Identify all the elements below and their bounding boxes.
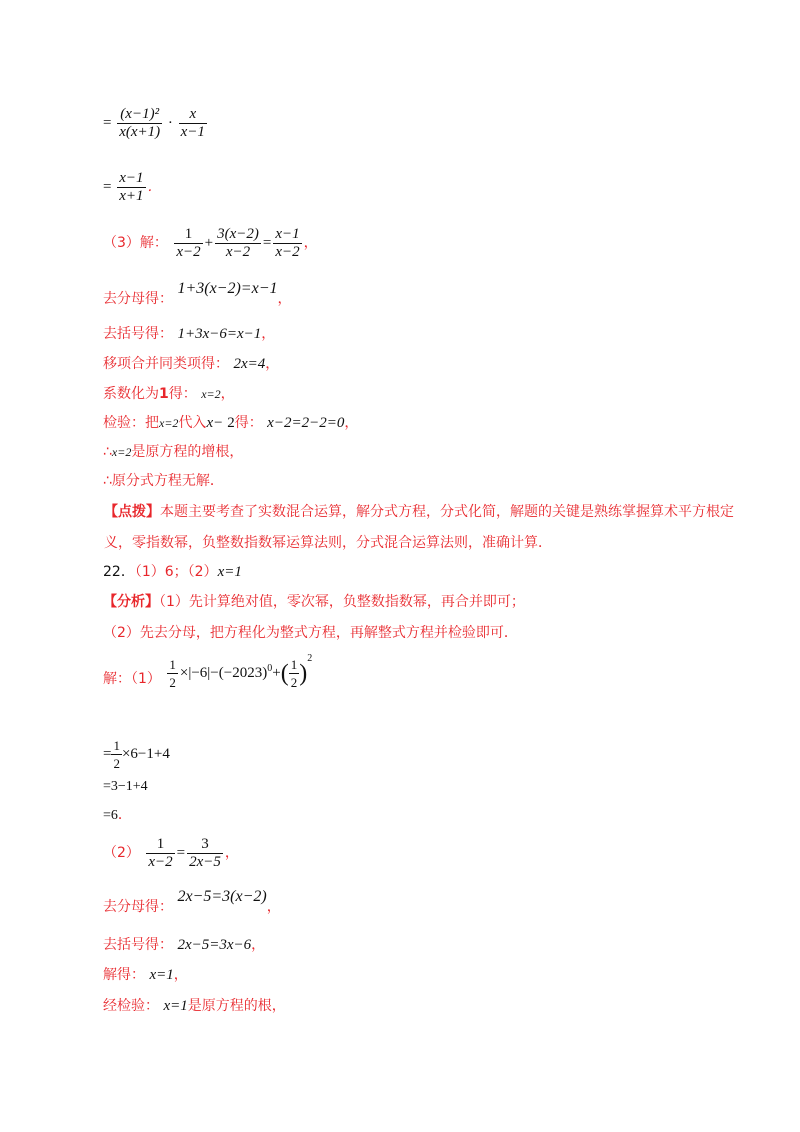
- check-result: x−2=2−2=0: [267, 415, 345, 431]
- solution-2-step2: [103, 936, 265, 954]
- step-label: 去括号得：: [103, 937, 173, 953]
- part3-equation: （3）解： $\frac{1}{x-2}$ + $\frac{3(x-2)}{x-2}$ = $\frac{x-1}{x-2}$ ，: [103, 226, 318, 260]
- step-expr: 1+3(x−2)=x−1: [177, 280, 278, 297]
- equals-sign: =: [103, 114, 112, 131]
- analysis-line-2: （2）先去分母，把方程化为整式方程，再解整式方程并检验即可．: [103, 625, 518, 641]
- denominator: 2: [290, 675, 298, 690]
- numerator: 1: [169, 657, 176, 672]
- comma: ，: [266, 899, 281, 915]
- denominator: x+1: [119, 188, 144, 204]
- comma: ，: [303, 234, 318, 251]
- denominator: 2x−5: [189, 854, 221, 870]
- plus-sign: +: [272, 664, 281, 681]
- part2-label: （2）: [103, 844, 140, 861]
- step-label: 去分母得：: [103, 291, 173, 307]
- check-label: 经检验：: [103, 998, 159, 1014]
- fraction: [117, 170, 145, 205]
- check-statement: 是原方程的根，: [187, 998, 286, 1014]
- solution-1-step1: [103, 737, 170, 772]
- tip-paragraph: [104, 497, 740, 559]
- step-expr: 2x−5=3(x−2): [177, 888, 267, 905]
- step-label: 系数化为: [103, 386, 159, 402]
- fraction: [167, 656, 178, 691]
- step-expr: x=1: [149, 967, 174, 983]
- numerator: 1: [290, 657, 298, 672]
- check-label: 检验：把: [103, 415, 159, 431]
- numerator: 3(x−2): [217, 226, 259, 242]
- analysis-label: 【分析】: [103, 594, 159, 610]
- part3-step2: [103, 325, 275, 343]
- expr-step-b: [103, 170, 162, 205]
- numerator: x−1: [119, 170, 144, 186]
- step-expr: 2x=4: [233, 356, 266, 372]
- comma: ，: [220, 386, 235, 402]
- part3-step1: [103, 280, 292, 307]
- check-substitute: 代入: [178, 415, 207, 431]
- exponent-zero: 0: [267, 662, 273, 674]
- expr-step-a: [103, 106, 209, 141]
- question-number: 22．: [103, 564, 135, 580]
- solution-2-step3: [103, 966, 188, 984]
- step-label-number: 1: [159, 386, 169, 402]
- expr-middle: ×|−6|−(−2023): [179, 664, 268, 681]
- answer-text: （1）6；（2）: [134, 564, 218, 580]
- numerator: 1: [146, 836, 174, 854]
- check-result-label: 得：: [234, 415, 263, 431]
- solution-1-step2: =3−1+4: [103, 779, 148, 794]
- denominator: x−2: [275, 244, 300, 260]
- equals-sign: =: [262, 234, 272, 251]
- numerator: (x−1)²: [117, 106, 162, 124]
- solution-1-step3: [103, 806, 132, 825]
- denominator: x−2: [225, 244, 251, 260]
- fraction: [174, 226, 202, 261]
- comma: ，: [265, 356, 280, 372]
- part3-step4: [103, 385, 235, 403]
- numerator: x: [179, 106, 207, 124]
- period: ．: [147, 178, 162, 195]
- check-value: x=2: [159, 416, 179, 430]
- denominator: 2: [169, 675, 176, 690]
- step-expr: =6: [103, 808, 118, 823]
- fraction: [273, 226, 301, 261]
- part3-extraneous-root: [103, 443, 243, 461]
- exponent-two: 2: [307, 652, 313, 664]
- numerator: 3: [187, 836, 223, 854]
- step-expr: x=2: [201, 387, 221, 401]
- tip-text: 本题主要考查了实数混合运算，解分式方程，分式化简，解题的关键是熟练掌握算术平方根定义，零指数幂，负整数指数幂运算法则，分式混合运算法则，准确计算．: [104, 504, 734, 551]
- check-expr-number: 2: [227, 415, 235, 431]
- solution-2-check: [103, 997, 286, 1015]
- solution-1-expr: 解：（1） $\frac{1}{2}$ $\times|-6|-(-2023)^0+$( $\frac{1}{2}$ )$^2$: [103, 652, 313, 690]
- denominator: x(x+1): [119, 124, 161, 140]
- step-rest: ×6−1+4: [121, 745, 170, 762]
- solution-2-equation: [103, 836, 239, 871]
- root-statement: 是原方程的增根，: [131, 444, 244, 460]
- step-label: 去分母得：: [103, 899, 173, 915]
- numerator: 1: [113, 738, 120, 753]
- fraction: [215, 226, 261, 261]
- check-expr: x−: [206, 415, 224, 431]
- comma: ，: [224, 844, 239, 861]
- fraction: [179, 106, 207, 141]
- question-22-answer: [103, 563, 242, 581]
- equals-sign: =: [176, 844, 186, 861]
- analysis-line-1: [103, 593, 525, 611]
- step-label: 解得：: [103, 967, 145, 983]
- denominator: x−2: [148, 854, 173, 870]
- denominator: x−1: [180, 124, 205, 140]
- step-expr: 1+3x−6=x−1: [177, 326, 262, 342]
- therefore-symbol: ∴: [103, 444, 112, 460]
- denominator: 2: [113, 756, 120, 771]
- period: ．: [117, 807, 132, 823]
- step-label: 去括号得：: [103, 326, 173, 342]
- numerator: 1: [174, 226, 202, 244]
- part3-conclusion: ∴原分式方程无解．: [103, 473, 224, 489]
- fraction: [187, 836, 223, 871]
- denominator: x−2: [176, 244, 201, 260]
- dot-operator: ·: [167, 114, 173, 131]
- comma: ，: [251, 937, 266, 953]
- fraction: [117, 106, 162, 141]
- solution-2-step1: [103, 888, 281, 915]
- analysis-text: （1）先计算绝对值，零次幂，负整数指数幂，再合并即可；: [159, 594, 525, 610]
- part3-check: [103, 414, 358, 432]
- step-expr: 2x−5=3x−6: [177, 937, 252, 953]
- root-value: x=2: [111, 445, 132, 459]
- equals-sign: =: [103, 745, 112, 762]
- equals-sign: =: [103, 178, 112, 195]
- part3-label: （3）解：: [103, 234, 168, 251]
- part3-step3: [103, 355, 279, 373]
- solution-label: 解：（1）: [103, 670, 161, 687]
- check-value: x=1: [163, 998, 188, 1014]
- comma: ，: [261, 326, 276, 342]
- step-label: 移项合并同类项得：: [103, 356, 229, 372]
- fraction: [289, 656, 300, 691]
- fraction: [111, 737, 122, 772]
- step-label-suffix: 得：: [168, 386, 197, 402]
- numerator: x−1: [275, 226, 300, 242]
- comma: ，: [344, 415, 359, 431]
- answer-expr: x=1: [217, 564, 242, 580]
- fraction: [146, 836, 174, 871]
- tip-label: 【点拨】: [104, 504, 160, 520]
- comma: ，: [277, 291, 292, 307]
- comma: ，: [173, 967, 188, 983]
